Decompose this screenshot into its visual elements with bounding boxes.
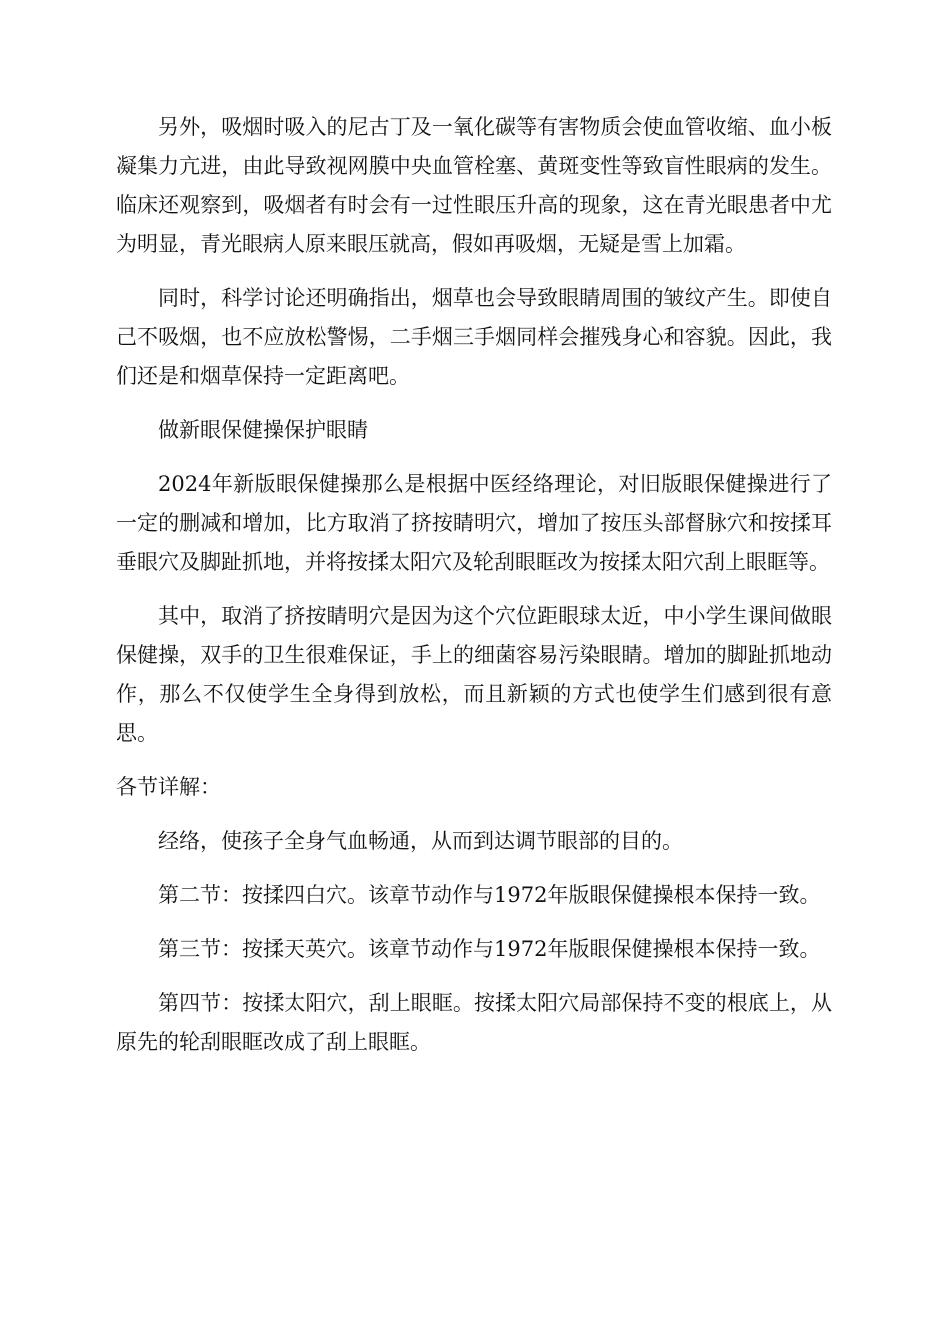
paragraph-smoking-wrinkles: 同时，科学讨论还明确指出，烟草也会导致眼睛周围的皱纹产生。即使自己不吸烟，也不应放松警惕，二手烟三手烟同样会摧残身心和容貌。因此，我们还是和烟草保持一定距离吧。	[116, 286, 832, 388]
paragraph-new-version: 2024年新版眼保健操那么是根据中医经络理论，对旧版眼保健操进行了一定的删减和增加，比方取消了挤按睛明穴，增加了按压头部督脉穴和按揉耳垂眼穴及脚趾抓地，并将按揉太阳穴及轮刮眼眶改为按揉太阳穴刮上眼眶等。	[116, 472, 832, 574]
paragraph-section-two: 第二节：按揉四白穴。该章节动作与1972年版眼保健操根本保持一致。	[158, 883, 821, 907]
paragraph-meridian: 经络，使孩子全身气血畅通，从而到达调节眼部的目的。	[158, 829, 683, 853]
paragraph-section-four: 第四节：按揉太阳穴，刮上眼眶。按揉太阳穴局部保持不变的根底上，从原先的轮刮眼眶改成了刮上眼眶。	[116, 991, 832, 1054]
paragraph-section-three: 第三节：按揉天英穴。该章节动作与1972年版眼保健操根本保持一致。	[158, 937, 821, 961]
section-heading-eye-exercise: 做新眼保健操保护眼睛	[158, 418, 368, 442]
section-heading-details: 各节详解：	[116, 775, 221, 799]
paragraph-smoking-harm: 另外，吸烟时吸入的尼古丁及一氧化碳等有害物质会使血管收缩、血小板凝集力亢进，由此导致视网膜中央血管栓塞、黄斑变性等致盲性眼病的发生。临床还观察到，吸烟者有时会有一过性眼压升高的现象，这在青光眼患者中尤为明显，青光眼病人原来眼压就高，假如再吸烟，无疑是雪上加霜。	[116, 115, 832, 256]
paragraph-changes-reason: 其中，取消了挤按睛明穴是因为这个穴位距眼球太近，中小学生课间做眼保健操，双手的卫生很难保证，手上的细菌容易污染眼睛。增加的脚趾抓地动作，那么不仅使学生全身得到放松，而且新颖的方式也使学生们感到很有意思。	[116, 604, 832, 745]
document-page	[116, 108, 832, 1077]
